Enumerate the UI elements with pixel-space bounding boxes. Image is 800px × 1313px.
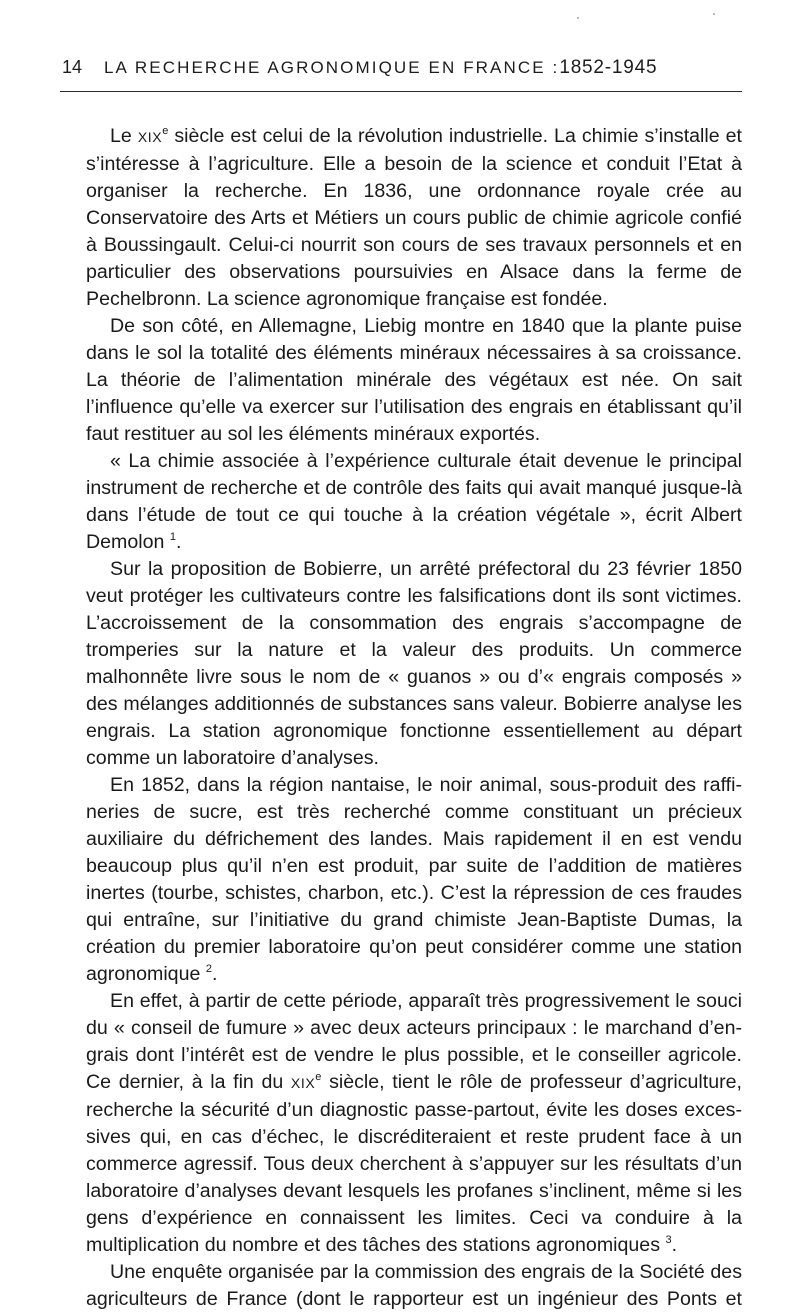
running-head-dates: 1852-1945 — [559, 57, 658, 78]
text-run: siècle, tient le rôle de professeur d’agriculture, recherche la sécurité d’un diagnostic passe-partout, évite les doses excessives qui, en cas d’échec, le discréditeraient et reste prudent face à un commerce agressif. Tous deux cherchent à s’appuyer sur les résultats d’un laboratoire d’analyses devant lesquels les profanes s’inclinent, même si les gens d’expérience en connaissent les limites. Ceci va conduire à la multiplication du nombre et des tâches des stations agronomiques — [86, 1071, 742, 1256]
text-run: Le — [110, 125, 138, 147]
small-caps-numeral: XIX — [137, 129, 163, 145]
superscript: 3 — [665, 1234, 672, 1246]
paragraph — [86, 313, 742, 448]
paragraph — [86, 123, 742, 313]
paragraph — [86, 772, 742, 988]
paragraph — [86, 988, 742, 1259]
text-run: . — [671, 1234, 678, 1256]
scan-speck — [577, 17, 579, 19]
page-number: 14 — [62, 57, 83, 77]
superscript: 1 — [169, 531, 176, 543]
superscript: 2 — [205, 963, 212, 975]
running-head-title: LA RECHERCHE AGRONOMIQUE EN FRANCE : — [104, 58, 560, 77]
text-run: siècle est celui de la révolution industrielle. La chimie s’installe et s’intéresse à l’agriculture. Elle a besoin de la science et conduit l’Etat à organiser la recherche. En 1836, une ordonnance royale crée au Conservatoire des Arts et Métiers un cours public de chimie agricole confié à Boussingault. Celui-ci nourrit son cours de ses travaux personnels et en particulier des observations poursuivies en Alsace dans la ferme de Pechelbronn. La science agronomique française est fondée. — [86, 125, 742, 310]
text-run: . — [211, 963, 218, 985]
superscript: e — [315, 1071, 322, 1083]
paragraph — [86, 448, 742, 556]
text-run: Sur la proposition de Bobierre, un arrêté préfectoral du 23 février 1850 veut protéger les cultivateurs contre les falsifications dont ils sont victimes. L’accroissement de la consommation des engrais s’accompagne de tromperies sur la nature et la valeur des produits. Un commerce malhonnête livre sous le nom de « guanos » ou d’« engrais composés » des mélanges additionnés de substances sans valeur. Bobierre analyse les engrais. La station agronomique fonctionne essentiellement au départ comme un laboratoire d’analyses. — [86, 558, 742, 769]
text-run: Une enquête organisée par la commission des engrais de la Société des agriculteurs de France (dont le rapporteur est un ingénieur des Ponts et — [86, 1261, 742, 1310]
superscript: e — [162, 125, 169, 137]
text-run: De son côté, en Allemagne, Liebig montre en 1840 que la plante puise dans le sol la totalité des éléments minéraux nécessaires à sa croissance. La théorie de l’alimentation minérale des végétaux est née. On sait l’influence qu’elle va exercer sur l’utilisation des engrais en établissant qu’il faut restituer au sol les éléments minéraux exportés. — [86, 315, 742, 445]
text-run: « La chimie associée à l’expérience culturale était devenue le principal instrument de recherche et de contrôle des faits qui avait manqué jusque-là dans l’étude de tout ce qui touche à la création végétale », écrit Albert Demolon — [86, 450, 742, 553]
text-run: En 1852, dans la région nantaise, le noir animal, sous-produit des raffineries de sucre, est très recherché comme constituant un précieux auxiliaire du défrichement des landes. Mais rapidement il en est vendu beaucoup plus qu’il n’en est produit, par suite de l’addition de matières inertes (tourbe, schistes, charbon, etc.). C’est la répression de ces fraudes qui entraîne, sur l’initiative du grand chimiste Jean-Baptiste Dumas, la création du premier laboratoire qu’on peut considérer comme une station agronomique — [86, 774, 742, 985]
body-text — [86, 123, 742, 1313]
running-head — [62, 57, 742, 87]
text-run: . — [175, 531, 182, 553]
small-caps-numeral: XIX — [290, 1075, 316, 1091]
scan-speck — [713, 13, 715, 15]
paragraph — [86, 1259, 742, 1313]
text-run: En effet, à partir de cette période, apparaît très progressivement le souci du « conseil de fumure » avec deux acteurs principaux : le marchand d’engrais dont l’intérêt est de vendre le plus possible, et le conseiller agricole. Ce dernier, à la fin du — [86, 990, 742, 1093]
header-rule — [60, 91, 742, 92]
paragraph — [86, 556, 742, 772]
